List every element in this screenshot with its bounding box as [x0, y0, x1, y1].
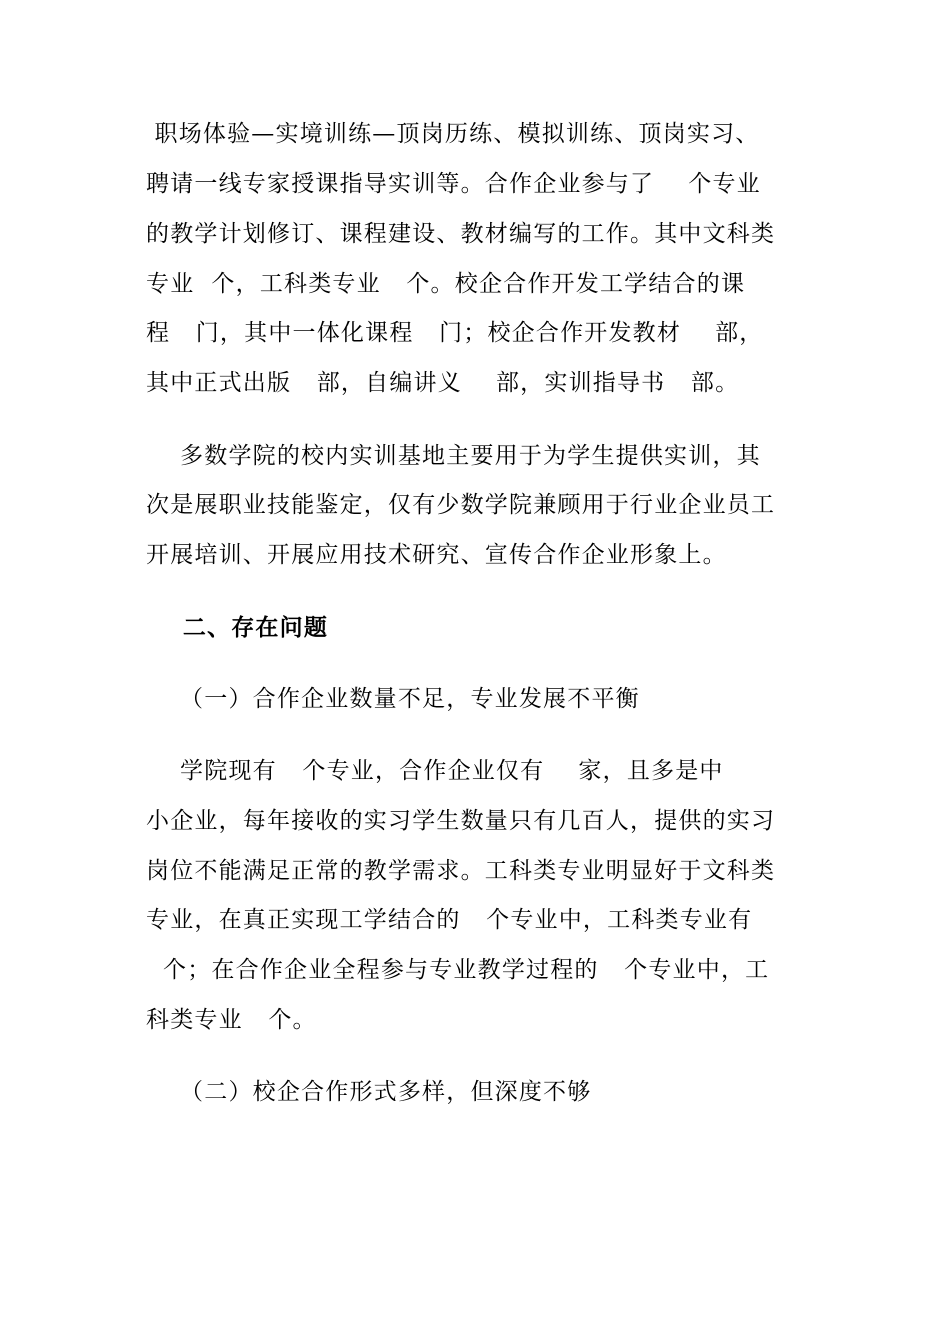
- paragraph-line: 聘请一线专家授课指导实训等。合作企业参与了 个专业: [146, 171, 761, 197]
- paragraph-line: 程 门，其中一体化课程 门；校企合作开发教材 部，: [146, 320, 764, 346]
- paragraph-line: 科类专业 个。: [146, 1007, 317, 1033]
- paragraph-line: 多数学院的校内实训基地主要用于为学生提供实训，其: [146, 443, 761, 469]
- paragraph-line: 职场体验—实境训练—顶岗历练、模拟训练、顶岗实习、: [146, 121, 760, 147]
- paragraph-line: 学院现有 个专业，合作企业仅有 家，且多是中: [146, 758, 724, 784]
- paragraph-line: 小企业，每年接收的实习学生数量只有几百人，提供的实习: [146, 808, 776, 834]
- paragraph-line: 的教学计划修订、课程建设、教材编写的工作。其中文科类: [146, 221, 776, 247]
- paragraph-line: 其中正式出版 部，自编讲义 部，实训指导书 部。: [146, 370, 740, 396]
- paragraph-line: 专业，在真正实现工学结合的 个专业中，工科类专业有: [146, 907, 753, 933]
- subheading: （二）校企合作形式多样，但深度不够: [146, 1079, 592, 1105]
- paragraph-line: 开展培训、开展应用技术研究、宣传合作企业形象上。: [146, 542, 727, 568]
- paragraph-line: 岗位不能满足正常的教学需求。工科类专业明显好于文科类: [146, 858, 776, 884]
- section-heading: 二、存在问题: [146, 615, 329, 641]
- paragraph-line: 次是展职业技能鉴定，仅有少数学院兼顾用于行业企业员工: [146, 492, 776, 518]
- paragraph-line: 个；在合作企业全程参与专业教学过程的 个专业中，工: [146, 957, 770, 983]
- subheading: （一）合作企业数量不足，专业发展不平衡: [146, 686, 640, 712]
- paragraph-line: 专业 个，工科类专业 个。校企合作开发工学结合的课: [146, 271, 746, 297]
